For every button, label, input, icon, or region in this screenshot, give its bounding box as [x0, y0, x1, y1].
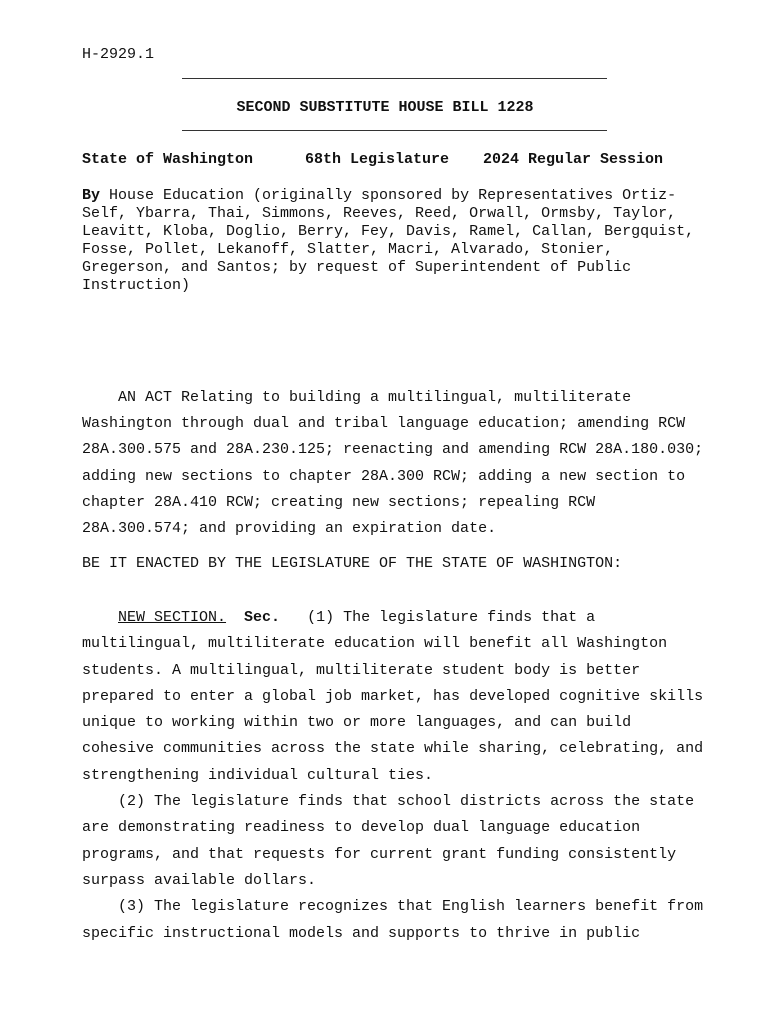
- section-1: [82, 605, 722, 947]
- by-label: By: [82, 187, 101, 204]
- act-text: AN ACT Relating to building a multilingual, multiliterate Washington through dual and tribal language education; amending RCW 28A.300.575 and 28A.230.125; reenacting and amending RCW 28A.180.030; adding new sections to chapter 28A.300 RCW; adding a new section to chapter 28A.410 RCW; creating new sections; repealing RCW 28A.300.574; and providing an expiration date.: [82, 389, 704, 538]
- section-paragraph-3: (3) The legislature recognizes that English learners benefit from specific instructional models and supports to thrive in public: [82, 898, 704, 942]
- new-section-label: NEW SECTION.: [118, 609, 227, 626]
- act-title: [82, 385, 722, 542]
- sec-label: Sec.: [244, 609, 281, 626]
- bill-code: H-2929.1: [82, 46, 155, 63]
- section-paragraph-2: (2) The legislature finds that school districts across the state are demonstrating readiness to develop dual language education programs, and that requests for current grant funding consistently surpass available dollars.: [82, 793, 695, 889]
- title-rule-bottom: [182, 130, 607, 131]
- bill-title: SECOND SUBSTITUTE HOUSE BILL 1228: [236, 99, 534, 116]
- sponsor-text: House Education (originally sponsored by Representatives Ortiz- Self, Ybarra, Thai, Simmons, Reeves, Reed, Orwall, Ormsby, Taylor, Leavitt, Kloba, Doglio, Berry, Fey, Davis, Ramel, Callan, Bergquist, Fosse, Pollet, Lekanoff, Slatter, Macri, Alvarado, Stonier, Gregerson, and Santos; by request of Superintendent of Public Instruction): [82, 187, 695, 294]
- enacting-clause: BE IT ENACTED BY THE LEGISLATURE OF THE STATE OF WASHINGTON:: [82, 555, 623, 572]
- title-rule-top: [182, 78, 607, 79]
- sponsor-block: [82, 187, 712, 295]
- session-label: 2024 Regular Session: [483, 151, 664, 168]
- legislature-label: 68th Legislature: [305, 151, 450, 168]
- section-paragraph-1: (1) The legislature finds that a multilingual, multiliterate education will benefit all Washington students. A multilingual, multiliterate student body is better prepared to enter a global job market, has developed cognitive skills unique to working within two or more languages, and can build cohesive communities across the state while sharing, celebrating, and strengthening individual cultural ties.: [82, 609, 704, 784]
- state-label: State of Washington: [82, 151, 254, 168]
